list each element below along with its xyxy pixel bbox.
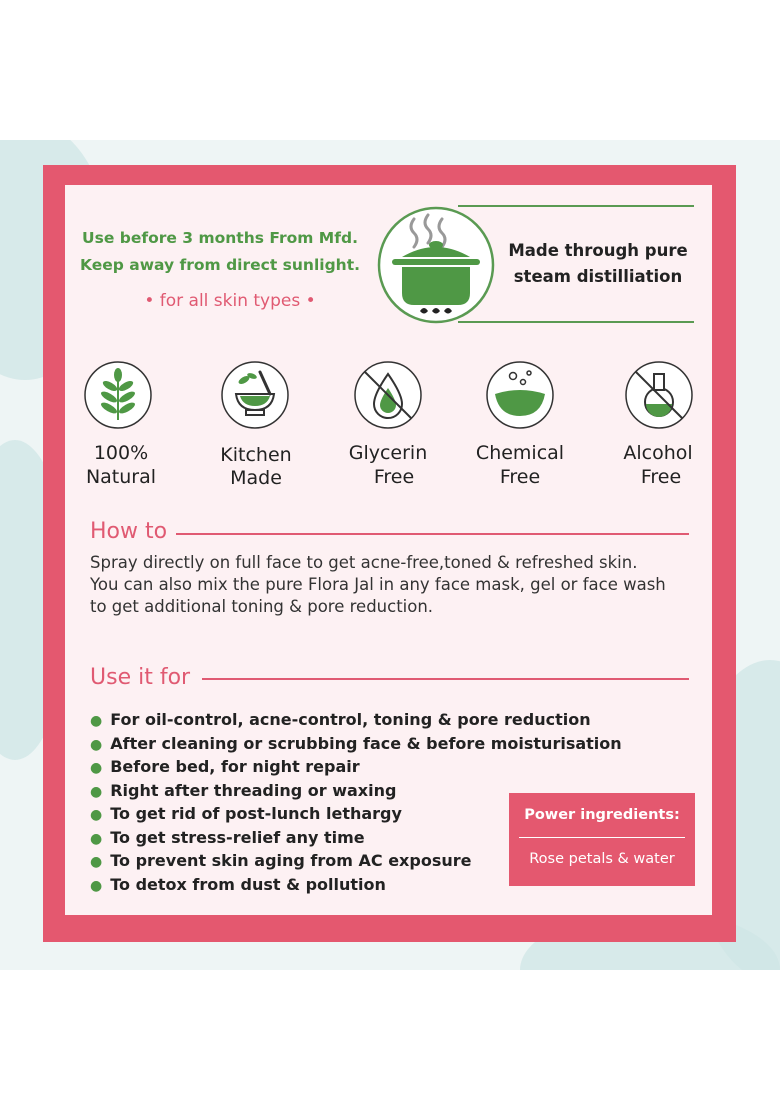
feature-label-alcohol-2: Free [640,466,682,488]
use-it-for-rule [202,678,689,680]
list-item: ● Before bed, for night repair [90,757,360,776]
list-item: ● To get rid of post-lunch lethargy [90,804,402,823]
list-item: ● To detox from dust & pollution [90,874,386,894]
mortar-pestle-icon [220,360,290,430]
power-ingredients-box [509,793,695,886]
list-item: ● To prevent skin aging from AC exposure [90,851,472,870]
feature-label-kitchen-2: Made [230,467,282,489]
how-to-title: How to [90,519,168,544]
leaf-branch-icon [83,360,153,430]
power-ingredients-rule [519,837,685,838]
shelf-life-notice: Use before 3 months From Mfd. [82,229,358,247]
feature-label-glycerin-2: Free [373,466,415,488]
feature-label-kitchen-1: Kitchen [220,444,292,466]
list-item: ● To get stress-relief any time [90,827,365,847]
list-item: ● Right after threading or waxing [90,780,397,800]
power-ingredients-title: Power ingredients: [524,807,680,823]
power-ingredients-value: Rose petals & water [529,851,675,867]
steam-pot-icon [376,205,498,327]
how-to-line-1: Spray directly on full face to get acne-free,toned & refreshed skin. [90,553,638,572]
feature-label-natural-1: 100% [93,442,149,464]
use-it-for-title: Use it for [90,665,191,690]
list-item: ● After cleaning or scrubbing face & before moisturisation [90,733,622,753]
how-to-line-3: to get additional toning & pore reduction. [90,597,434,616]
feature-label-chemical-2: Free [499,466,541,488]
feature-label-chemical-1: Chemical [475,442,565,464]
chemical-bowl-icon [485,360,555,430]
no-drop-icon [353,360,423,430]
how-to-line-2: You can also mix the pure Flora Jal in any face mask, gel or face wash [90,575,666,594]
how-to-rule [176,533,689,535]
skin-types-label: • for all skin types • [144,291,316,311]
feature-label-natural-2: Natural [85,466,157,488]
feature-label-alcohol-1: Alcohol [623,442,693,464]
steam-line-2: steam distilliation [513,267,683,286]
feature-label-glycerin-1: Glycerin [348,442,428,464]
list-item: ● For oil-control, acne-control, toning & pore reduction [90,710,591,729]
steam-line-1: Made through pure [508,241,688,260]
no-flask-icon [624,360,694,430]
sunlight-notice: Keep away from direct sunlight. [79,256,360,274]
